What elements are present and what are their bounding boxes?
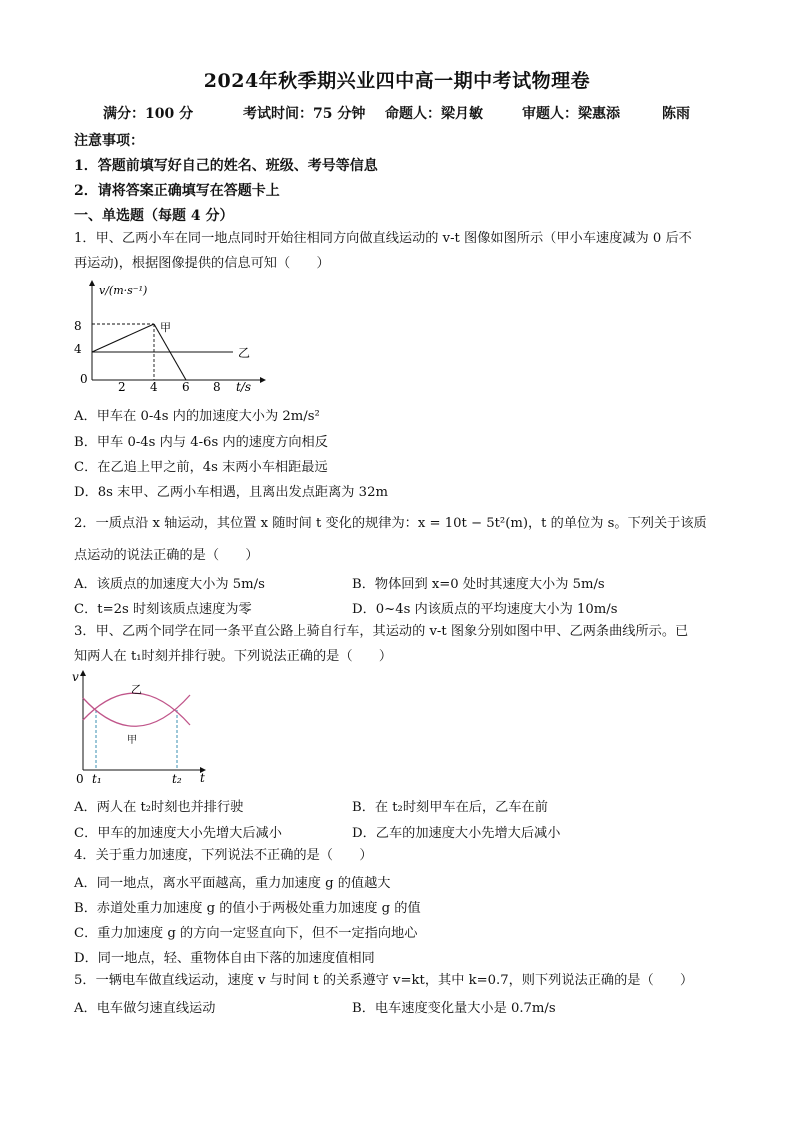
q1-x-tick-2: 2 xyxy=(118,380,126,394)
q3-curve-jia xyxy=(83,695,190,726)
setter: 命题人：梁月敏 xyxy=(385,106,483,122)
q1-label-jia: 甲 xyxy=(160,321,171,334)
q3-curve-yi xyxy=(83,693,190,725)
q3-t1-label: t₁ xyxy=(92,772,102,786)
q3-stem-line2: 知两人在 t₁时刻并排行驶。下列说法正确的是（ ） xyxy=(74,649,393,664)
q1-option-b: B．甲车 0-4s 内与 4-6s 内的速度方向相反 xyxy=(74,435,328,450)
note-item-1: 1．答题前填写好自己的姓名、班级、考号等信息 xyxy=(74,158,378,174)
q1-x-tick-6: 6 xyxy=(182,380,190,394)
q4-option-c: C．重力加速度 g 的方向一定竖直向下，但不一定指向地心 xyxy=(74,926,418,941)
q2-option-b: B．物体回到 x=0 处时其速度大小为 5m/s xyxy=(352,577,605,592)
q2-stem-line2: 点运动的说法正确的是（ ） xyxy=(74,548,259,563)
q3-vt-graph xyxy=(70,670,220,788)
full-score: 满分：100 分 xyxy=(103,106,194,122)
exam-time: 考试时间：75 分钟 xyxy=(243,106,366,122)
q4-option-b: B．赤道处重力加速度 g 的值小于两极处重力加速度 g 的值 xyxy=(74,901,421,916)
notes-heading: 注意事项： xyxy=(74,133,144,149)
q4-option-a: A．同一地点，离水平面越高，重力加速度 g 的值越大 xyxy=(74,876,391,891)
q1-option-d: D．8s 末甲、乙两小车相遇，且离出发点距离为 32m xyxy=(74,485,388,500)
q2-stem-line1: 2．一质点沿 x 轴运动，其位置 x 随时间 t 变化的规律为：x = 10t − 5t²(m)，t 的单位为 s。下列关于该质 xyxy=(74,516,707,531)
q2-option-d: D．0~4s 内该质点的平均速度大小为 10m/s xyxy=(352,602,618,617)
q2-option-a: A．该质点的加速度大小为 5m/s xyxy=(74,577,265,592)
q1-stem-line1: 1．甲、乙两小车在同一地点同时开始往相同方向做直线运动的 v-t 图像如图所示（甲小车速度减为 0 后不 xyxy=(74,231,692,246)
q3-label-yi: 乙 xyxy=(131,683,142,696)
q3-stem-line1: 3．甲、乙两个同学在同一条平直公路上骑自行车，其运动的 v-t 图象分别如图中甲、乙两条曲线所示。已 xyxy=(74,624,689,639)
q5-option-b: B．电车速度变化量大小是 0.7m/s xyxy=(352,1001,556,1016)
q1-x-label: t/s xyxy=(236,380,252,394)
q5-option-a: A．电车做匀速直线运动 xyxy=(74,1001,216,1016)
q5-stem: 5．一辆电车做直线运动，速度 v 与时间 t 的关系遵守 v=kt，其中 k=0.7，则下列说法正确的是（ ） xyxy=(74,973,694,988)
q1-y-tick-4: 4 xyxy=(74,342,82,356)
q1-x-tick-4: 4 xyxy=(150,380,158,394)
q1-option-a: A．甲车在 0-4s 内的加速度大小为 2m/s² xyxy=(74,409,320,424)
q3-origin: 0 xyxy=(76,772,84,786)
q3-t2-label: t₂ xyxy=(172,772,182,786)
q3-option-d: D．乙车的加速度大小先增大后减小 xyxy=(352,826,561,841)
q1-y-label: v/(m·s⁻¹) xyxy=(99,284,148,297)
note-item-2: 2．请将答案正确填写在答题卡上 xyxy=(74,183,280,199)
reviewer: 审题人：梁惠添 xyxy=(522,106,620,122)
q3-label-jia: 甲 xyxy=(127,735,137,746)
q3-option-c: C．甲车的加速度大小先增大后减小 xyxy=(74,826,282,841)
q4-stem: 4．关于重力加速度，下列说法不正确的是（ ） xyxy=(74,848,373,863)
section-title: 一、单选题（每题 4 分） xyxy=(74,208,234,224)
q2-option-c: C．t=2s 时刻该质点速度为零 xyxy=(74,602,252,617)
q1-option-c: C．在乙追上甲之前，4s 末两小车相距最远 xyxy=(74,460,328,475)
q3-option-b: B．在 t₂时刻甲车在后，乙车在前 xyxy=(352,800,548,815)
exam-title: 2024年秋季期兴业四中高一期中考试物理卷 xyxy=(203,70,591,92)
q1-vt-graph xyxy=(70,280,270,400)
q1-stem-line2: 再运动)，根据图像提供的信息可知（ ） xyxy=(74,256,330,271)
q1-origin: 0 xyxy=(80,372,88,386)
q3-y-label: v xyxy=(72,670,79,684)
q1-x-tick-8: 8 xyxy=(213,380,221,394)
q1-label-yi: 乙 xyxy=(238,346,251,360)
q1-y-tick-8: 8 xyxy=(74,319,82,333)
reviewer-2: 陈雨 xyxy=(662,106,690,122)
q3-x-label: t xyxy=(200,771,205,785)
q3-option-a: A．两人在 t₂时刻也并排行驶 xyxy=(74,800,244,815)
q4-option-d: D．同一地点，轻、重物体自由下落的加速度值相同 xyxy=(74,951,375,966)
q1-line-jia-rise xyxy=(92,324,154,352)
